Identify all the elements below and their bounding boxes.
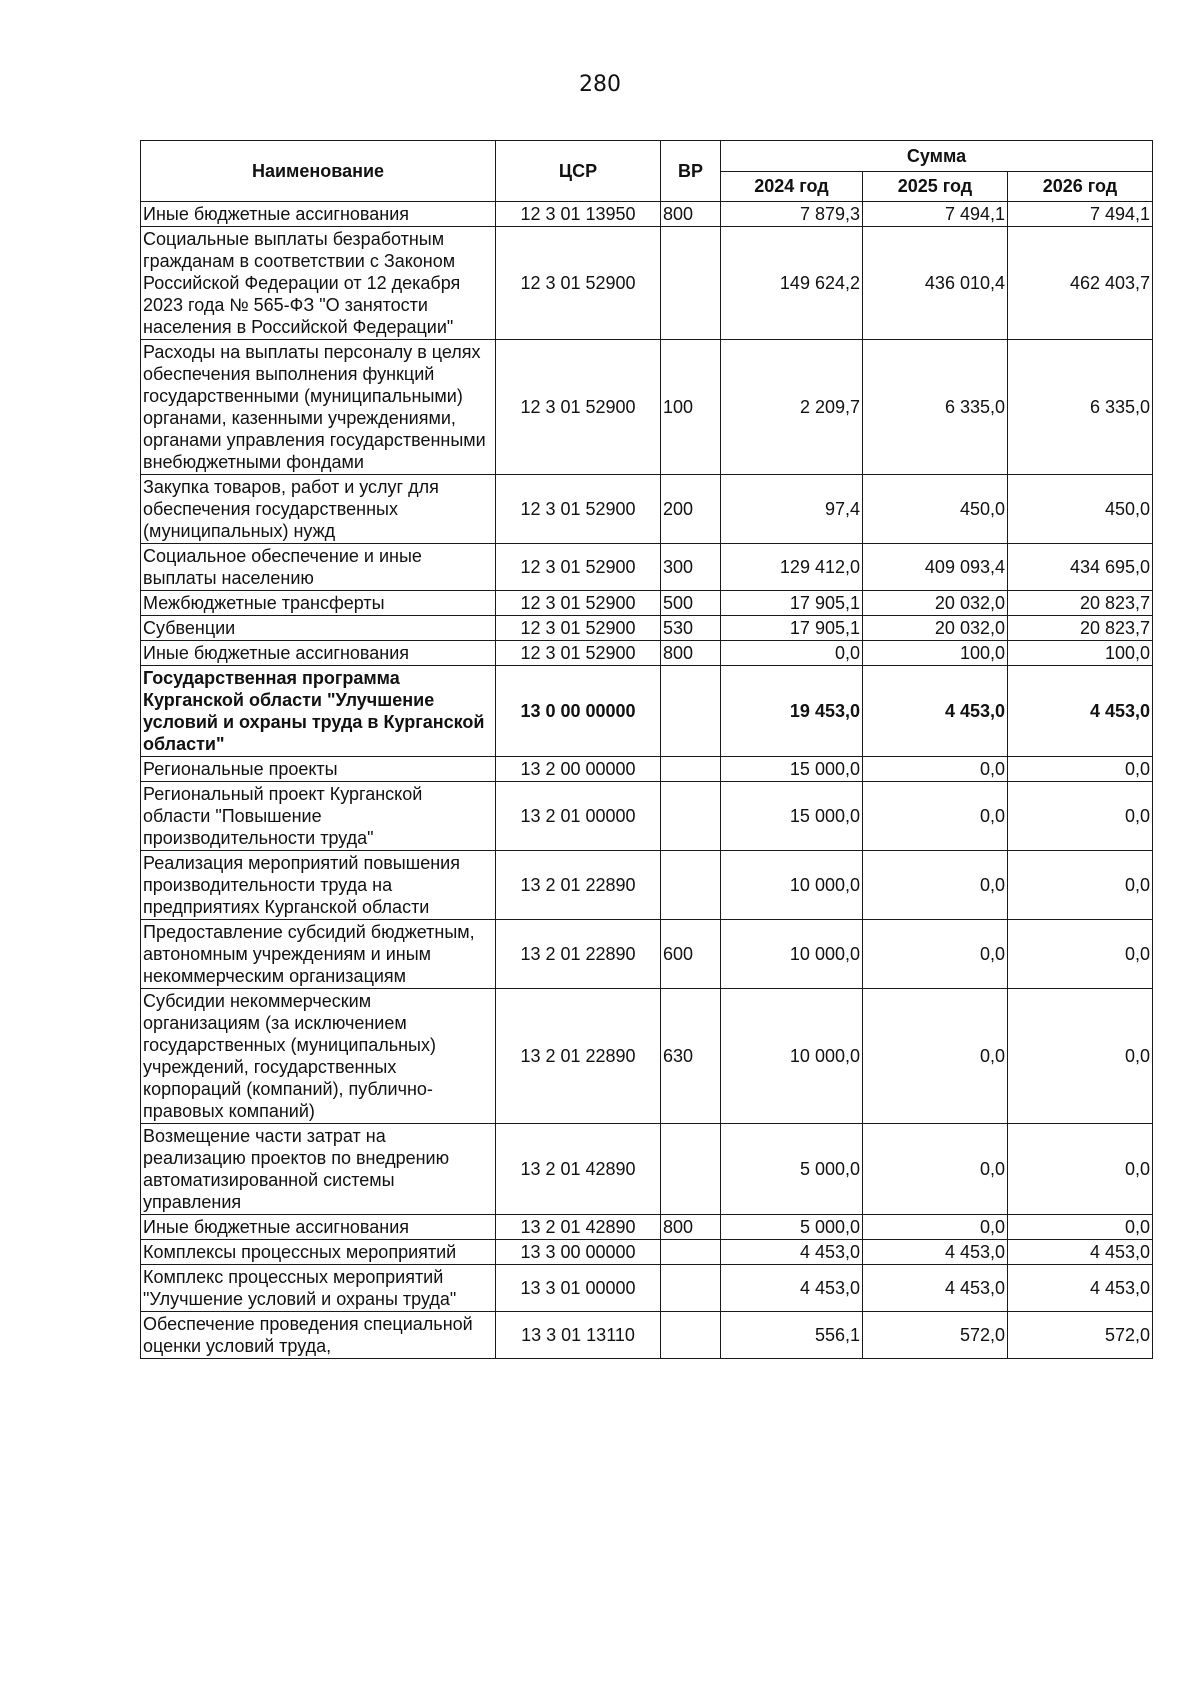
row-name: Иные бюджетные ассигнования [141, 1215, 496, 1240]
header-year-2024: 2024 год [721, 171, 863, 202]
table-row [141, 616, 1153, 641]
row-csr: 13 2 01 42890 [496, 1215, 661, 1240]
row-name: Субвенции [141, 616, 496, 641]
header-year-2026: 2026 год [1008, 171, 1153, 202]
table-row [141, 851, 1153, 920]
row-sum-2024: 7 879,3 [721, 202, 863, 227]
row-name: Обеспечение проведения специальной оценки условий труда, [141, 1312, 496, 1359]
row-sum-2024: 0,0 [721, 641, 863, 666]
row-sum-2025: 409 093,4 [863, 544, 1008, 591]
row-sum-2024: 4 453,0 [721, 1240, 863, 1265]
row-sum-2024: 10 000,0 [721, 920, 863, 989]
row-csr: 13 2 01 22890 [496, 920, 661, 989]
row-sum-2026: 450,0 [1008, 475, 1153, 544]
header-year-2025: 2025 год [863, 171, 1008, 202]
row-sum-2026: 4 453,0 [1008, 1265, 1153, 1312]
table-row [141, 641, 1153, 666]
budget-table [140, 140, 1153, 1359]
row-vr [661, 1240, 721, 1265]
row-sum-2025: 0,0 [863, 757, 1008, 782]
row-csr: 12 3 01 52900 [496, 227, 661, 340]
row-sum-2024: 17 905,1 [721, 591, 863, 616]
row-sum-2026: 0,0 [1008, 989, 1153, 1124]
row-csr: 13 3 01 13110 [496, 1312, 661, 1359]
row-csr: 13 2 01 00000 [496, 782, 661, 851]
row-sum-2025: 7 494,1 [863, 202, 1008, 227]
row-sum-2024: 17 905,1 [721, 616, 863, 641]
table-row [141, 1312, 1153, 1359]
row-sum-2025: 0,0 [863, 920, 1008, 989]
table-row [141, 544, 1153, 591]
row-csr: 12 3 01 52900 [496, 340, 661, 475]
row-sum-2025: 0,0 [863, 782, 1008, 851]
row-vr: 100 [661, 340, 721, 475]
row-sum-2024: 129 412,0 [721, 544, 863, 591]
header-name: Наименование [141, 141, 496, 202]
table-row [141, 757, 1153, 782]
row-vr: 200 [661, 475, 721, 544]
row-vr: 530 [661, 616, 721, 641]
row-vr: 800 [661, 202, 721, 227]
row-vr: 500 [661, 591, 721, 616]
row-vr [661, 1312, 721, 1359]
row-csr: 13 3 01 00000 [496, 1265, 661, 1312]
row-name: Социальное обеспечение и иные выплаты населению [141, 544, 496, 591]
row-sum-2026: 0,0 [1008, 1124, 1153, 1215]
row-sum-2024: 10 000,0 [721, 989, 863, 1124]
table-row [141, 920, 1153, 989]
row-csr: 12 3 01 52900 [496, 641, 661, 666]
row-sum-2024: 556,1 [721, 1312, 863, 1359]
row-name: Комплекс процессных мероприятий "Улучшение условий и охраны труда" [141, 1265, 496, 1312]
table-row [141, 202, 1153, 227]
row-csr: 12 3 01 52900 [496, 591, 661, 616]
row-sum-2025: 4 453,0 [863, 1240, 1008, 1265]
row-name: Региональный проект Курганской области "Повышение производительности труда" [141, 782, 496, 851]
row-sum-2026: 434 695,0 [1008, 544, 1153, 591]
table-row [141, 1240, 1153, 1265]
row-name: Комплексы процессных мероприятий [141, 1240, 496, 1265]
row-sum-2026: 0,0 [1008, 851, 1153, 920]
row-sum-2024: 15 000,0 [721, 757, 863, 782]
row-sum-2025: 20 032,0 [863, 591, 1008, 616]
row-name: Межбюджетные трансферты [141, 591, 496, 616]
row-name: Государственная программа Курганской области "Улучшение условий и охраны труда в Курганской области" [141, 666, 496, 757]
row-sum-2025: 100,0 [863, 641, 1008, 666]
table-row [141, 340, 1153, 475]
table-row [141, 666, 1153, 757]
row-sum-2024: 2 209,7 [721, 340, 863, 475]
row-sum-2025: 450,0 [863, 475, 1008, 544]
table-header [141, 141, 1153, 202]
row-vr [661, 1265, 721, 1312]
row-csr: 13 2 01 22890 [496, 989, 661, 1124]
row-name: Социальные выплаты безработным гражданам в соответствии с Законом Российской Федерации от 12 декабря 2023 года № 565-ФЗ "О занятости населения в Российской Федерации" [141, 227, 496, 340]
row-csr: 13 2 01 22890 [496, 851, 661, 920]
header-csr: ЦСР [496, 141, 661, 202]
row-name: Расходы на выплаты персоналу в целях обеспечения выполнения функций государственными (муниципальными) органами, казенными учреждениями, органами управления государственными внебюджетными фондами [141, 340, 496, 475]
row-vr [661, 227, 721, 340]
row-name: Реализация мероприятий повышения производительности труда на предприятиях Курганской области [141, 851, 496, 920]
row-sum-2026: 20 823,7 [1008, 616, 1153, 641]
row-sum-2024: 19 453,0 [721, 666, 863, 757]
row-sum-2025: 6 335,0 [863, 340, 1008, 475]
row-csr: 13 2 01 42890 [496, 1124, 661, 1215]
row-sum-2025: 0,0 [863, 989, 1008, 1124]
row-vr [661, 851, 721, 920]
row-sum-2024: 4 453,0 [721, 1265, 863, 1312]
row-sum-2024: 5 000,0 [721, 1124, 863, 1215]
row-vr: 800 [661, 641, 721, 666]
table-row [141, 475, 1153, 544]
row-vr [661, 666, 721, 757]
row-sum-2026: 572,0 [1008, 1312, 1153, 1359]
row-name: Субсидии некоммерческим организациям (за исключением государственных (муниципальных) учреждений, государственных корпораций (компаний), публично-правовых компаний) [141, 989, 496, 1124]
row-name: Иные бюджетные ассигнования [141, 641, 496, 666]
row-vr: 600 [661, 920, 721, 989]
table-row [141, 1124, 1153, 1215]
row-sum-2025: 0,0 [863, 851, 1008, 920]
row-sum-2026: 0,0 [1008, 757, 1153, 782]
row-sum-2026: 462 403,7 [1008, 227, 1153, 340]
row-sum-2025: 20 032,0 [863, 616, 1008, 641]
row-sum-2026: 0,0 [1008, 1215, 1153, 1240]
row-name: Региональные проекты [141, 757, 496, 782]
table-row [141, 1265, 1153, 1312]
row-sum-2025: 572,0 [863, 1312, 1008, 1359]
table-row [141, 591, 1153, 616]
row-sum-2025: 4 453,0 [863, 666, 1008, 757]
row-name: Возмещение части затрат на реализацию проектов по внедрению автоматизированной системы управления [141, 1124, 496, 1215]
row-csr: 12 3 01 52900 [496, 475, 661, 544]
row-sum-2025: 436 010,4 [863, 227, 1008, 340]
row-csr: 12 3 01 52900 [496, 616, 661, 641]
row-sum-2025: 0,0 [863, 1124, 1008, 1215]
row-vr: 300 [661, 544, 721, 591]
row-csr: 13 2 00 00000 [496, 757, 661, 782]
row-sum-2024: 5 000,0 [721, 1215, 863, 1240]
page-number: 280 [579, 72, 621, 97]
row-sum-2024: 149 624,2 [721, 227, 863, 340]
row-sum-2026: 0,0 [1008, 920, 1153, 989]
row-sum-2026: 6 335,0 [1008, 340, 1153, 475]
table-row [141, 1215, 1153, 1240]
row-csr: 12 3 01 52900 [496, 544, 661, 591]
row-name: Иные бюджетные ассигнования [141, 202, 496, 227]
row-sum-2024: 10 000,0 [721, 851, 863, 920]
row-name: Закупка товаров, работ и услуг для обеспечения государственных (муниципальных) нужд [141, 475, 496, 544]
row-sum-2025: 4 453,0 [863, 1265, 1008, 1312]
table-body [141, 202, 1153, 1359]
row-sum-2024: 15 000,0 [721, 782, 863, 851]
row-csr: 13 3 00 00000 [496, 1240, 661, 1265]
row-vr: 630 [661, 989, 721, 1124]
row-vr [661, 1124, 721, 1215]
row-csr: 13 0 00 00000 [496, 666, 661, 757]
row-sum-2026: 7 494,1 [1008, 202, 1153, 227]
row-sum-2026: 4 453,0 [1008, 1240, 1153, 1265]
row-vr [661, 782, 721, 851]
row-sum-2025: 0,0 [863, 1215, 1008, 1240]
row-csr: 12 3 01 13950 [496, 202, 661, 227]
row-vr [661, 757, 721, 782]
header-vr: ВР [661, 141, 721, 202]
row-sum-2026: 4 453,0 [1008, 666, 1153, 757]
row-sum-2026: 100,0 [1008, 641, 1153, 666]
table-row [141, 989, 1153, 1124]
row-vr: 800 [661, 1215, 721, 1240]
row-sum-2026: 20 823,7 [1008, 591, 1153, 616]
row-sum-2024: 97,4 [721, 475, 863, 544]
row-sum-2026: 0,0 [1008, 782, 1153, 851]
table-row [141, 782, 1153, 851]
row-name: Предоставление субсидий бюджетным, автономным учреждениям и иным некоммерческим организациям [141, 920, 496, 989]
table-row [141, 227, 1153, 340]
header-sum: Сумма [721, 141, 1153, 172]
